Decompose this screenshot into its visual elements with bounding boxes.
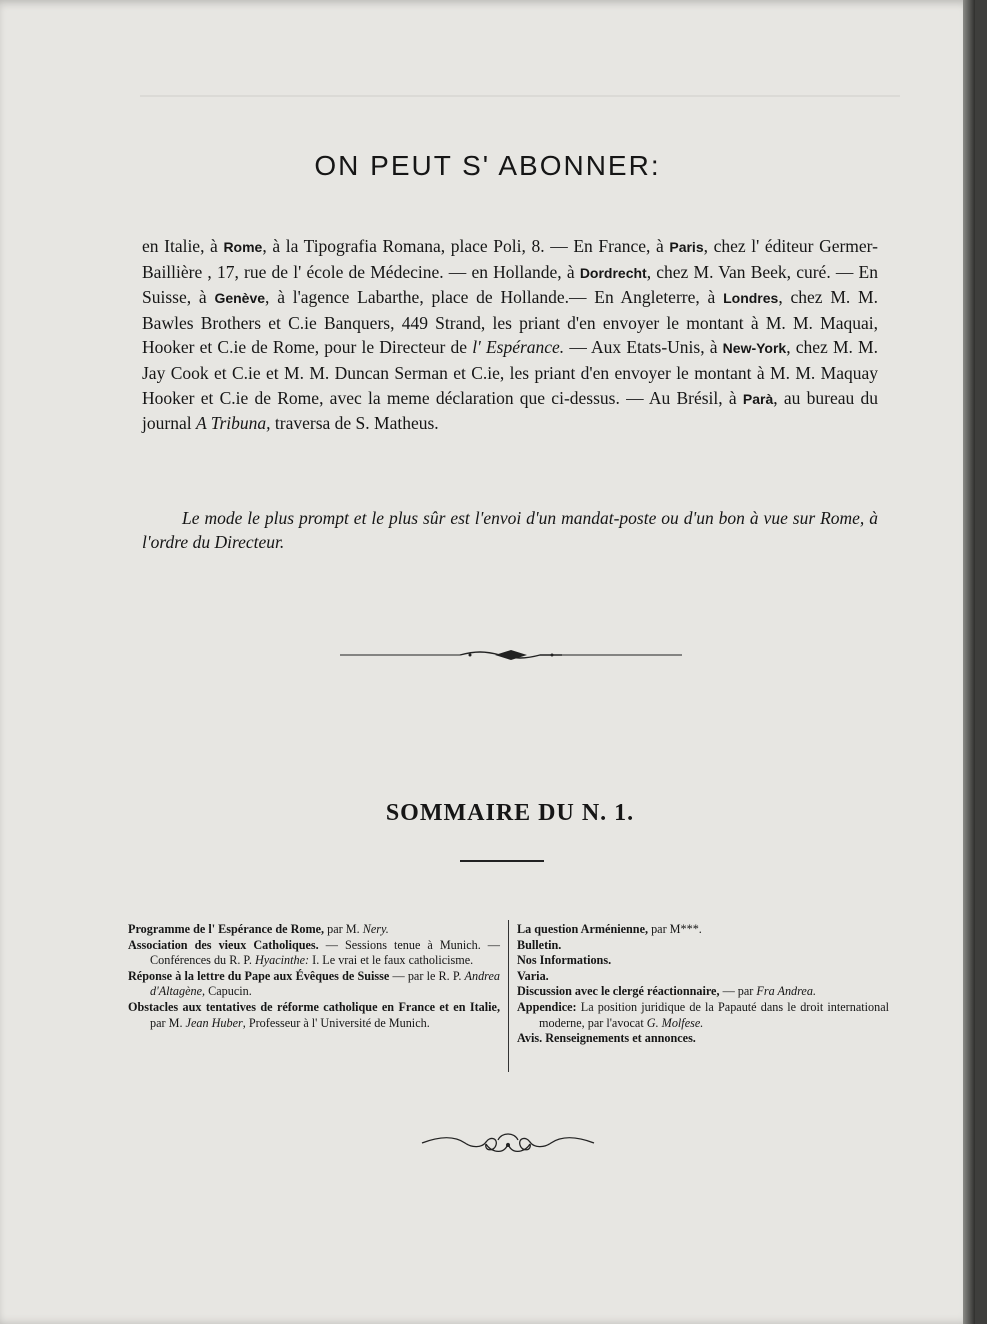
toc-entry: [517, 953, 889, 969]
toc-entry-title: Avis. Renseignements et annonces.: [517, 1031, 696, 1046]
toc-entry-title: Obstacles aux tentatives de réforme catholique en France et en Italie,: [128, 999, 500, 1014]
text-segment: , à la Tipografia Romana, place Poli, 8. — En France, à: [262, 236, 670, 256]
text-segment: traversa de S. Matheus.: [270, 413, 439, 434]
city-name: Rome: [223, 239, 263, 255]
toc-entry-title: Réponse à la lettre du Pape aux Évêques de Suisse: [128, 968, 390, 983]
city-name: Londres: [723, 290, 779, 307]
toc-entry-text: par M.: [150, 1015, 186, 1030]
flourish-ornament-icon: [420, 1128, 596, 1158]
sommaire-left-column: [128, 922, 500, 1031]
text-segment: , chez M. M. Bawles Brothers et C.ie Banquers, 449 Strand, les priant d'en envoyer le montant à M. M. Maquai, Hooker et C.ie de Rome, pour le Directeur de: [142, 287, 878, 358]
toc-entry-author: Fra Andrea.: [756, 984, 816, 999]
city-name: Genève: [214, 290, 266, 307]
text-segment: , chez l' éditeur Germer-Baillière , 17, rue de l' école de Médecine. — en Hollande, à: [142, 236, 878, 282]
toc-entry: [517, 1031, 889, 1047]
toc-entry-title: Bulletin.: [517, 937, 562, 952]
toc-entry: [517, 969, 889, 985]
toc-entry-author: Hyacinthe:: [254, 953, 310, 968]
toc-entry-text: par M.: [324, 922, 363, 936]
column-divider: [508, 920, 509, 1072]
city-name: Paris: [669, 239, 704, 255]
toc-entry-author: G. Molfese.: [646, 1015, 704, 1030]
toc-entry-text: Capucin.: [205, 984, 252, 999]
toc-entry-title: Discussion avec le clergé réactionnaire,: [517, 984, 720, 999]
toc-entry-text: — par: [719, 984, 757, 999]
subscription-paragraph: [142, 234, 878, 436]
italic-title: A Tribuna,: [195, 413, 271, 434]
bleed-through-shadow: [140, 95, 900, 137]
toc-entry-author: Andrea d'Altagène,: [150, 968, 500, 999]
toc-entry-author: Nery.: [362, 922, 389, 936]
toc-entry-title: La question Arménienne,: [517, 922, 649, 936]
toc-entry-title: Varia.: [517, 968, 549, 983]
text-segment: , chez M. M. Jay Cook et C.ie et M. M. Duncan Serman et C.ie, les priant d'en envoyer le montant à M. M. Maquay Hooker et C.ie de Rome, avec la meme déclaration que ci-dessus. — Au Brésil, à: [142, 337, 878, 408]
toc-entry-text: — Sessions tenue à Munich. — Conférences du R. P.: [150, 937, 500, 968]
city-name: New-York: [722, 340, 787, 357]
toc-entry-text: I. Le vrai et le faux catholicisme.: [309, 953, 474, 968]
text-segment: — Aux Etats-Unis, à: [564, 337, 723, 358]
toc-entry-text: par M***.: [648, 922, 702, 936]
toc-entry: [128, 1000, 500, 1031]
toc-entry: [128, 969, 500, 1000]
toc-entry: [128, 938, 500, 969]
ornamental-divider: [340, 648, 682, 662]
payment-note: Le mode le plus prompt et le plus sûr est l'envoi d'un mandat-poste ou d'un bon à vue sur Rome, à l'ordre du Directeur.: [142, 508, 878, 552]
toc-entry: [517, 922, 889, 938]
sommaire-right-column: [517, 922, 889, 1047]
toc-entry: [517, 984, 889, 1000]
toc-entry: [128, 922, 500, 938]
city-name: Parà: [742, 390, 774, 407]
toc-entry-text: La position juridique de la Papauté dans le droit international moderne, par l'avocat: [539, 999, 889, 1030]
toc-entry-title: Appendice:: [517, 999, 577, 1014]
toc-entry-title: Association des vieux Catholiques.: [128, 937, 319, 952]
sommaire-title: SOMMAIRE DU N. 1.: [385, 800, 635, 826]
page-edge-shadow: [963, 0, 975, 1324]
subscription-heading: ON PEUT S' ABONNER:: [314, 150, 661, 181]
italic-title: l' Espérance.: [472, 337, 565, 358]
toc-entry: [517, 938, 889, 954]
toc-entry: [517, 1000, 889, 1031]
text-segment: en Italie, à: [142, 236, 224, 256]
toc-entry-author: Jean Huber: [185, 1015, 243, 1030]
text-segment: , chez M. Van Beek, curé. — En Suisse, à: [142, 261, 878, 308]
toc-entry-text: , Professeur à l' Université de Munich.: [242, 1015, 430, 1030]
toc-entry-text: — par le R. P.: [389, 968, 465, 983]
toc-entry-title: Programme de l' Espérance de Rome,: [128, 922, 325, 936]
text-segment: , au bureau du journal: [142, 387, 878, 434]
city-name: Dordrecht: [579, 264, 647, 281]
toc-entry-title: Nos Informations.: [517, 953, 612, 968]
text-segment: , à l'agence Labarthe, place de Hollande.— En Angleterre, à: [265, 287, 724, 308]
short-rule: [460, 860, 544, 862]
